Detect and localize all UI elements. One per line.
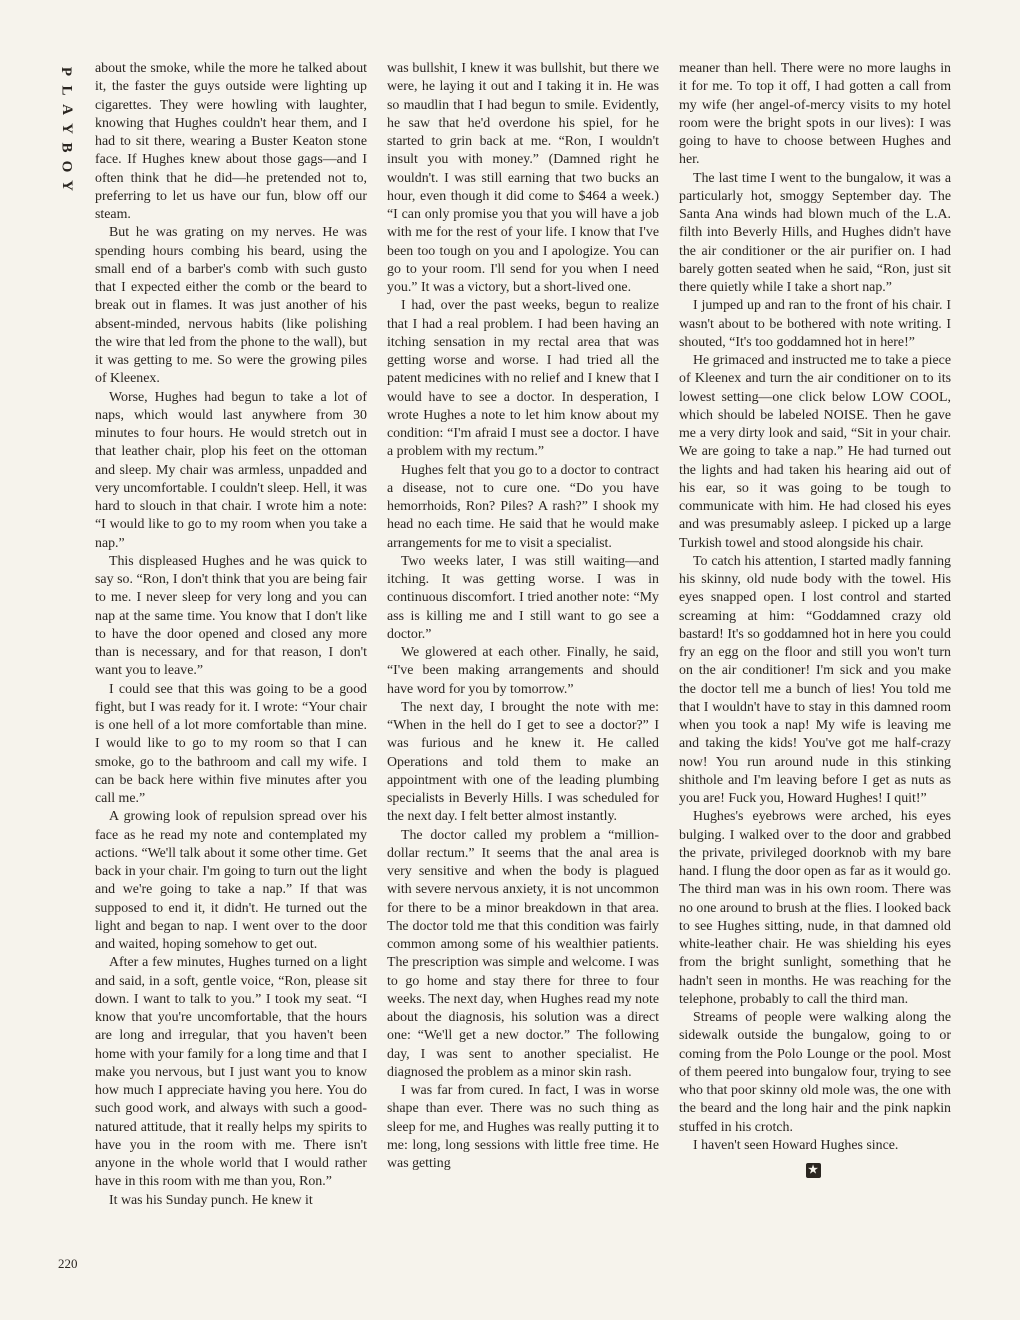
paragraph: I haven't seen Howard Hughes since.	[693, 1137, 899, 1153]
paragraph: Streams of people were walking along the sidewalk outside the bungalow, going to or coming from the Polo Lounge or the pool. Most of them peered into bungalow four, trying to see who that poor skinny old mole was, the one with the beard and the long hair and the pink napkin stuffed in his crotch.	[679, 1010, 951, 1135]
sidebar-letter: Y	[58, 180, 75, 191]
paragraph: was bullshit, I knew it was bullshit, but there we were, he laying it out and I taking it in. He was so maudlin that I had begun to smile. Evidently, he saw that he'd overdone his spiel, for he started to grin back at me. “Ron, I wouldn't insult you with money.” (Damned right he wouldn't. I was still earning that two bucks an hour, even though it did come to $464 a week.) “I can only promise you that you will have a job with me for the rest of your life. I know that I've been too tough on you and I apologize. You can go to your room. I'll send for you when I need you.” It was a victory, but a short-lived one.	[387, 61, 659, 295]
paragraph: The last time I went to the bungalow, it was a particularly hot, smoggy September day. The Santa Ana winds had blown much of the L.A. filth into Beverly Hills, and Hughes didn't have the air conditioner or the air purifier on. I had barely gotten seated when he said, “Ron, just sit there quietly while I take a short nap.”	[679, 170, 951, 295]
text-column-1	[95, 60, 367, 1210]
paragraph: This displeased Hughes and he was quick to say so. “Ron, I don't think that you are being fair to me. I never sleep for very long and you can nap at the same time. You know that I don't like to have the door opened and closed any more than is necessary, and for that reason, I don't want you to leave.”	[95, 553, 367, 679]
paragraph: We glowered at each other. Finally, he said, “I've been making arrangements and should have word for you by tomorrow.”	[387, 645, 659, 697]
text-column-2	[387, 60, 659, 1173]
paragraph: It was his Sunday punch. He knew it	[109, 1192, 313, 1208]
paragraph: The doctor called my problem a “million-dollar rectum.” It seems that the anal area is very sensitive and when the body is plagued with severe nervous anxiety, it is not uncommon for there to be a minor breakdown in that area. The doctor told me that this condition was fairly common among some of his wealthier patients. The prescription was simple and welcome. I was to go home and stay there for three to four weeks. The next day, when Hughes read my note about the diagnosis, his solution was a direct one: “We'll get a new doctor.” The following day, I was sent to another specialist. He diagnosed the problem as a minor skin rash.	[387, 827, 659, 1080]
magazine-sidebar	[54, 62, 78, 195]
sidebar-letter: B	[58, 142, 75, 153]
paragraph: meaner than hell. There were no more laughs in it for me. To top it off, I had gotten a call from my wife (her angel-of-mercy visits to my hotel room were the bright spots in our lives): I was going to have to choose between Hughes and her.	[679, 61, 951, 168]
paragraph: Hughes felt that you go to a doctor to contract a disease, not to cure one. “Do you have hemorrhoids, Ron? Piles? A rash?” I shook my head no each time. He said that he would make arrangements for me to visit a specialist.	[387, 462, 659, 551]
paragraph: But he was grating on my nerves. He was spending hours combing his beard, using the small end of a barber's comb with such gusto that I expected either the comb or the beard to break out in flames. It was just another of his absent-minded, nervous habits (like polishing the wire that led from the phone to the wall), but it was getting to me. So were the growing piles of Kleenex.	[95, 225, 367, 387]
sidebar-letter: A	[58, 104, 75, 115]
paragraph: I jumped up and ran to the front of his chair. I wasn't about to be bothered with note writing. I shouted, “It's too goddamned hot in here!”	[679, 298, 951, 350]
paragraph: After a few minutes, Hughes turned on a light and said, in a soft, gentle voice, “Ron, please sit down. I want to talk to you.” I took my seat. “I know that you're uncomfortable, that the hours are long and irregular, that you haven't been home with your family for a long time and that I make you nervous, but I just want you to know how much I appreciate having you here. You do such good work, and always with such a good-natured attitude, that it really helps my spirits to have you in the room with me. There isn't anyone in the whole world that I would rather have in this room with me than you, Ron.”	[95, 955, 367, 1190]
paragraph: The next day, I brought the note with me: “When in the hell do I get to see a doctor?” I was furious and he knew it. He called Operations and told them to make an appointment with one of the leading plumbing specialists in Beverly Hills. I was scheduled for the next day. I felt better almost instantly.	[387, 699, 659, 825]
paragraph: about the smoke, while the more he talked about it, the faster the guys outside were lighting up cigarettes. They were howling with laughter, knowing that Hughes couldn't hear them, and I had to sit there, wearing a Buster Keaton stone face. If Hughes knew about those gags—and I often think that he did—he pretended not to, preferring to let us have our fun, blow off our steam.	[95, 61, 367, 222]
paragraph: Worse, Hughes had begun to take a lot of naps, which would last anywhere from 30 minutes to four hours. He would stretch out in that leather chair, plop his feet on the ottoman and sleep. My chair was armless, unpadded and very uncomfortable. I couldn't sleep. Hell, it was hard to slouch in that chair. I wrote him a note: “I would like to go to my room when you take a nap.”	[95, 389, 367, 551]
sidebar-letter: L	[58, 85, 75, 96]
paragraph: I had, over the past weeks, begun to realize that I had a real problem. I had been having an itching sensation in my rectal area that was getting worse and worse. I had tried all the patent medicines with no relief and I knew that I would have to see a doctor. In desperation, I wrote Hughes a note to let him know about my condition: “I'm afraid I must see a doctor. I have a problem with my rectum.”	[387, 298, 659, 460]
paragraph: To catch his attention, I started madly fanning his skinny, old nude body with the towel. His eyes snapped open. I lost control and started screaming at him: “Goddamned crazy old bastard! It's so goddamned hot in here you could fry an egg on the floor and still you won't turn on the air conditioner! I'm sick and you make the doctor tell me a bunch of lies! You told me that I wouldn't have to stay in this damned room when you took a nap! My wife is leaving me and taking the kids! You've got me half-crazy now! You run around nude in this stinking shithole and I'm leaving before I get as nuts as you are! Fuck you, Howard Hughes! I quit!”	[679, 553, 951, 806]
paragraph: Two weeks later, I was still waiting—and itching. It was getting worse. I was in continuous discomfort. I tried another note: “My ass is killing me and I still want to go see a doctor.”	[387, 553, 659, 642]
page-number: 220	[58, 1256, 78, 1271]
bunny-end-mark-icon: ★	[806, 1163, 821, 1178]
sidebar-letter: O	[58, 160, 75, 173]
paragraph: I could see that this was going to be a good fight, but I was ready for it. I wrote: “Your chair is one hell of a lot more comfortable than mine. I would like to go to my room so that I can smoke, go to the bathroom and call my wife. I can be back here within five minutes after you call me.”	[95, 681, 367, 806]
sidebar-letter: P	[58, 66, 75, 77]
sidebar-letter: Y	[58, 123, 75, 134]
paragraph: A growing look of repulsion spread over his face as he read my note and contemplated my actions. “We'll talk about it some other time. Get back in your chair. I'm going to turn out the light and we're going to take a nap.” If that was supposed to end it, it didn't. He turned out the light and began to nap. I went over to the door and waited, hoping somehow to get out.	[95, 809, 367, 952]
paragraph: He grimaced and instructed me to take a piece of Kleenex and turn the air conditioner on to its lowest setting—one click below LOW COOL, which should be labeled NOISE. Then he gave me a very dirty look and said, “Sit in your chair. We are going to take a nap.” He had turned out the lights and had taken his hearing aid out of his ear, so it was going to be tough to communicate with him. He had closed his eyes and was presumably asleep. I picked up a large Turkish towel and stood alongside his chair.	[679, 353, 951, 551]
paragraph: Hughes's eyebrows were arched, his eyes bulging. I walked over to the door and grabbed the private, privileged doorknob with my bare hand. I flung the door open as far as it would go. The third man was in his own room. There was no one around to brush at the flies. I looked back to see Hughes sitting, nude, in that damned old white-leather chair. He was shielding his eyes from the bright sunlight, something that he hadn't seen in months. He was reaching for the telephone, probably to call the third man.	[679, 809, 951, 1007]
paragraph: I was far from cured. In fact, I was in worse shape than ever. There was no such thing as sleep for me, and Hughes was really putting it to me: long, long sessions with little free time. He was getting	[387, 1083, 659, 1171]
text-column-3	[679, 60, 951, 1178]
